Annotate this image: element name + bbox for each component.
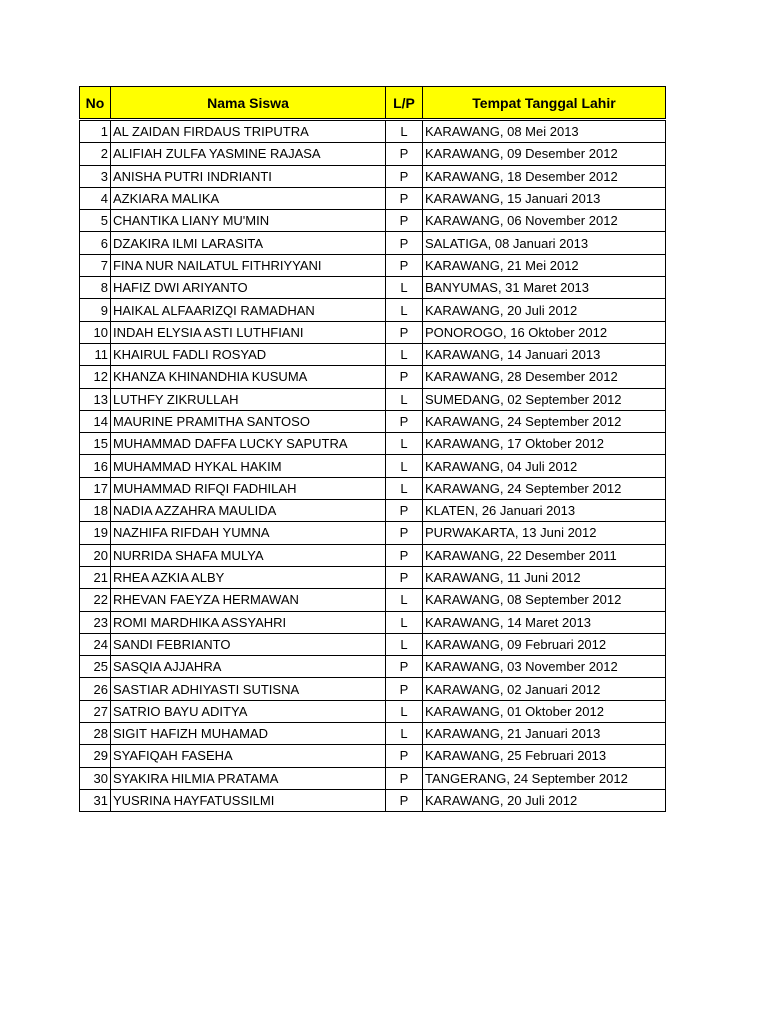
- cell-birth-place-date: KARAWANG, 14 Januari 2013: [423, 343, 666, 365]
- table-row: [80, 566, 666, 588]
- table-row: [80, 767, 666, 789]
- table-row: [80, 477, 666, 499]
- cell-birth-place-date: TANGERANG, 24 September 2012: [423, 767, 666, 789]
- cell-no: 5: [80, 210, 111, 232]
- cell-no: 19: [80, 522, 111, 544]
- table-row: [80, 165, 666, 187]
- cell-birth-place-date: KARAWANG, 14 Maret 2013: [423, 611, 666, 633]
- table-row: [80, 388, 666, 410]
- cell-student-name: SASTIAR ADHIYASTI SUTISNA: [111, 678, 386, 700]
- cell-student-name: SANDI FEBRIANTO: [111, 633, 386, 655]
- cell-no: 25: [80, 656, 111, 678]
- cell-no: 9: [80, 299, 111, 321]
- cell-birth-place-date: KLATEN, 26 Januari 2013: [423, 500, 666, 522]
- cell-no: 11: [80, 343, 111, 365]
- cell-gender: L: [386, 611, 423, 633]
- cell-gender: P: [386, 187, 423, 209]
- cell-student-name: SIGIT HAFIZH MUHAMAD: [111, 723, 386, 745]
- table-row: [80, 410, 666, 432]
- table-row: [80, 723, 666, 745]
- cell-no: 2: [80, 143, 111, 165]
- cell-gender: L: [386, 633, 423, 655]
- table-row: [80, 277, 666, 299]
- cell-birth-place-date: KARAWANG, 02 Januari 2012: [423, 678, 666, 700]
- table-row: [80, 120, 666, 143]
- cell-gender: P: [386, 143, 423, 165]
- cell-birth-place-date: KARAWANG, 08 September 2012: [423, 589, 666, 611]
- cell-gender: P: [386, 210, 423, 232]
- cell-birth-place-date: PURWAKARTA, 13 Juni 2012: [423, 522, 666, 544]
- cell-no: 18: [80, 500, 111, 522]
- table-body: [80, 120, 666, 812]
- cell-gender: L: [386, 343, 423, 365]
- cell-student-name: FINA NUR NAILATUL FITHRIYYANI: [111, 254, 386, 276]
- cell-birth-place-date: PONOROGO, 16 Oktober 2012: [423, 321, 666, 343]
- cell-student-name: SATRIO BAYU ADITYA: [111, 700, 386, 722]
- table-row: [80, 700, 666, 722]
- table-row: [80, 455, 666, 477]
- table-row: [80, 611, 666, 633]
- cell-gender: L: [386, 120, 423, 143]
- cell-gender: P: [386, 410, 423, 432]
- cell-student-name: HAFIZ DWI ARIYANTO: [111, 277, 386, 299]
- cell-gender: P: [386, 232, 423, 254]
- cell-gender: P: [386, 254, 423, 276]
- cell-no: 12: [80, 366, 111, 388]
- cell-gender: P: [386, 566, 423, 588]
- cell-birth-place-date: KARAWANG, 08 Mei 2013: [423, 120, 666, 143]
- cell-no: 21: [80, 566, 111, 588]
- cell-student-name: RHEVAN FAEYZA HERMAWAN: [111, 589, 386, 611]
- cell-student-name: YUSRINA HAYFATUSSILMI: [111, 789, 386, 811]
- table-row: [80, 678, 666, 700]
- table-row: [80, 343, 666, 365]
- cell-no: 20: [80, 544, 111, 566]
- cell-gender: P: [386, 767, 423, 789]
- table-row: [80, 187, 666, 209]
- cell-gender: P: [386, 321, 423, 343]
- cell-student-name: NURRIDA SHAFA MULYA: [111, 544, 386, 566]
- cell-no: 17: [80, 477, 111, 499]
- cell-student-name: KHANZA KHINANDHIA KUSUMA: [111, 366, 386, 388]
- table-row: [80, 589, 666, 611]
- cell-gender: L: [386, 433, 423, 455]
- cell-gender: P: [386, 500, 423, 522]
- table-row: [80, 232, 666, 254]
- cell-birth-place-date: KARAWANG, 24 September 2012: [423, 410, 666, 432]
- cell-student-name: NAZHIFA RIFDAH YUMNA: [111, 522, 386, 544]
- cell-birth-place-date: KARAWANG, 28 Desember 2012: [423, 366, 666, 388]
- cell-birth-place-date: KARAWANG, 04 Juli 2012: [423, 455, 666, 477]
- cell-student-name: HAIKAL ALFAARIZQI RAMADHAN: [111, 299, 386, 321]
- table-row: [80, 500, 666, 522]
- cell-student-name: ALIFIAH ZULFA YASMINE RAJASA: [111, 143, 386, 165]
- cell-student-name: RHEA AZKIA ALBY: [111, 566, 386, 588]
- cell-birth-place-date: KARAWANG, 09 Desember 2012: [423, 143, 666, 165]
- table-row: [80, 633, 666, 655]
- table-row: [80, 789, 666, 811]
- cell-birth-place-date: KARAWANG, 15 Januari 2013: [423, 187, 666, 209]
- cell-gender: P: [386, 745, 423, 767]
- cell-birth-place-date: KARAWANG, 20 Juli 2012: [423, 299, 666, 321]
- cell-gender: P: [386, 656, 423, 678]
- header-gender: L/P: [386, 87, 423, 120]
- cell-birth-place-date: KARAWANG, 21 Mei 2012: [423, 254, 666, 276]
- cell-birth-place-date: SALATIGA, 08 Januari 2013: [423, 232, 666, 254]
- cell-no: 30: [80, 767, 111, 789]
- header-name: Nama Siswa: [111, 87, 386, 120]
- cell-birth-place-date: SUMEDANG, 02 September 2012: [423, 388, 666, 410]
- cell-birth-place-date: KARAWANG, 06 November 2012: [423, 210, 666, 232]
- cell-gender: P: [386, 366, 423, 388]
- cell-student-name: SYAFIQAH FASEHA: [111, 745, 386, 767]
- cell-gender: L: [386, 455, 423, 477]
- cell-birth-place-date: KARAWANG, 18 Desember 2012: [423, 165, 666, 187]
- cell-gender: L: [386, 723, 423, 745]
- cell-no: 1: [80, 120, 111, 143]
- cell-student-name: AZKIARA MALIKA: [111, 187, 386, 209]
- cell-birth-place-date: KARAWANG, 03 November 2012: [423, 656, 666, 678]
- cell-no: 15: [80, 433, 111, 455]
- cell-birth-place-date: KARAWANG, 22 Desember 2011: [423, 544, 666, 566]
- cell-gender: P: [386, 789, 423, 811]
- cell-gender: L: [386, 388, 423, 410]
- table-row: [80, 254, 666, 276]
- header-birth-place-date: Tempat Tanggal Lahir: [423, 87, 666, 120]
- cell-gender: L: [386, 589, 423, 611]
- cell-birth-place-date: KARAWANG, 01 Oktober 2012: [423, 700, 666, 722]
- cell-no: 6: [80, 232, 111, 254]
- cell-student-name: SYAKIRA HILMIA PRATAMA: [111, 767, 386, 789]
- table-row: [80, 522, 666, 544]
- cell-student-name: DZAKIRA ILMI LARASITA: [111, 232, 386, 254]
- cell-gender: P: [386, 522, 423, 544]
- cell-student-name: AL ZAIDAN FIRDAUS TRIPUTRA: [111, 120, 386, 143]
- cell-student-name: ANISHA PUTRI INDRIANTI: [111, 165, 386, 187]
- cell-no: 16: [80, 455, 111, 477]
- table-row: [80, 544, 666, 566]
- table-row: [80, 299, 666, 321]
- cell-birth-place-date: KARAWANG, 21 Januari 2013: [423, 723, 666, 745]
- cell-no: 4: [80, 187, 111, 209]
- cell-no: 24: [80, 633, 111, 655]
- cell-no: 31: [80, 789, 111, 811]
- cell-student-name: MUHAMMAD DAFFA LUCKY SAPUTRA: [111, 433, 386, 455]
- cell-no: 26: [80, 678, 111, 700]
- cell-no: 10: [80, 321, 111, 343]
- cell-gender: L: [386, 277, 423, 299]
- cell-gender: P: [386, 678, 423, 700]
- table-header: [80, 87, 666, 120]
- header-no: No: [80, 87, 111, 120]
- cell-no: 13: [80, 388, 111, 410]
- table-row: [80, 143, 666, 165]
- cell-student-name: MUHAMMAD HYKAL HAKIM: [111, 455, 386, 477]
- student-table: [79, 86, 666, 812]
- table-row: [80, 321, 666, 343]
- cell-student-name: LUTHFY ZIKRULLAH: [111, 388, 386, 410]
- cell-gender: P: [386, 165, 423, 187]
- cell-no: 8: [80, 277, 111, 299]
- table-row: [80, 745, 666, 767]
- cell-birth-place-date: KARAWANG, 11 Juni 2012: [423, 566, 666, 588]
- cell-no: 22: [80, 589, 111, 611]
- cell-no: 28: [80, 723, 111, 745]
- table-row: [80, 433, 666, 455]
- cell-birth-place-date: KARAWANG, 25 Februari 2013: [423, 745, 666, 767]
- table-row: [80, 366, 666, 388]
- cell-birth-place-date: KARAWANG, 20 Juli 2012: [423, 789, 666, 811]
- cell-birth-place-date: KARAWANG, 24 September 2012: [423, 477, 666, 499]
- cell-student-name: CHANTIKA LIANY MU'MIN: [111, 210, 386, 232]
- cell-student-name: MAURINE PRAMITHA SANTOSO: [111, 410, 386, 432]
- cell-student-name: SASQIA AJJAHRA: [111, 656, 386, 678]
- cell-student-name: NADIA AZZAHRA MAULIDA: [111, 500, 386, 522]
- cell-birth-place-date: KARAWANG, 17 Oktober 2012: [423, 433, 666, 455]
- cell-student-name: INDAH ELYSIA ASTI LUTHFIANI: [111, 321, 386, 343]
- cell-student-name: KHAIRUL FADLI ROSYAD: [111, 343, 386, 365]
- cell-no: 14: [80, 410, 111, 432]
- header-row: [80, 87, 666, 120]
- cell-gender: L: [386, 299, 423, 321]
- cell-student-name: ROMI MARDHIKA ASSYAHRI: [111, 611, 386, 633]
- cell-no: 23: [80, 611, 111, 633]
- cell-no: 3: [80, 165, 111, 187]
- table-row: [80, 210, 666, 232]
- table-row: [80, 656, 666, 678]
- cell-gender: L: [386, 477, 423, 499]
- cell-birth-place-date: KARAWANG, 09 Februari 2012: [423, 633, 666, 655]
- cell-gender: L: [386, 700, 423, 722]
- cell-student-name: MUHAMMAD RIFQI FADHILAH: [111, 477, 386, 499]
- cell-birth-place-date: BANYUMAS, 31 Maret 2013: [423, 277, 666, 299]
- cell-gender: P: [386, 544, 423, 566]
- cell-no: 29: [80, 745, 111, 767]
- cell-no: 27: [80, 700, 111, 722]
- cell-no: 7: [80, 254, 111, 276]
